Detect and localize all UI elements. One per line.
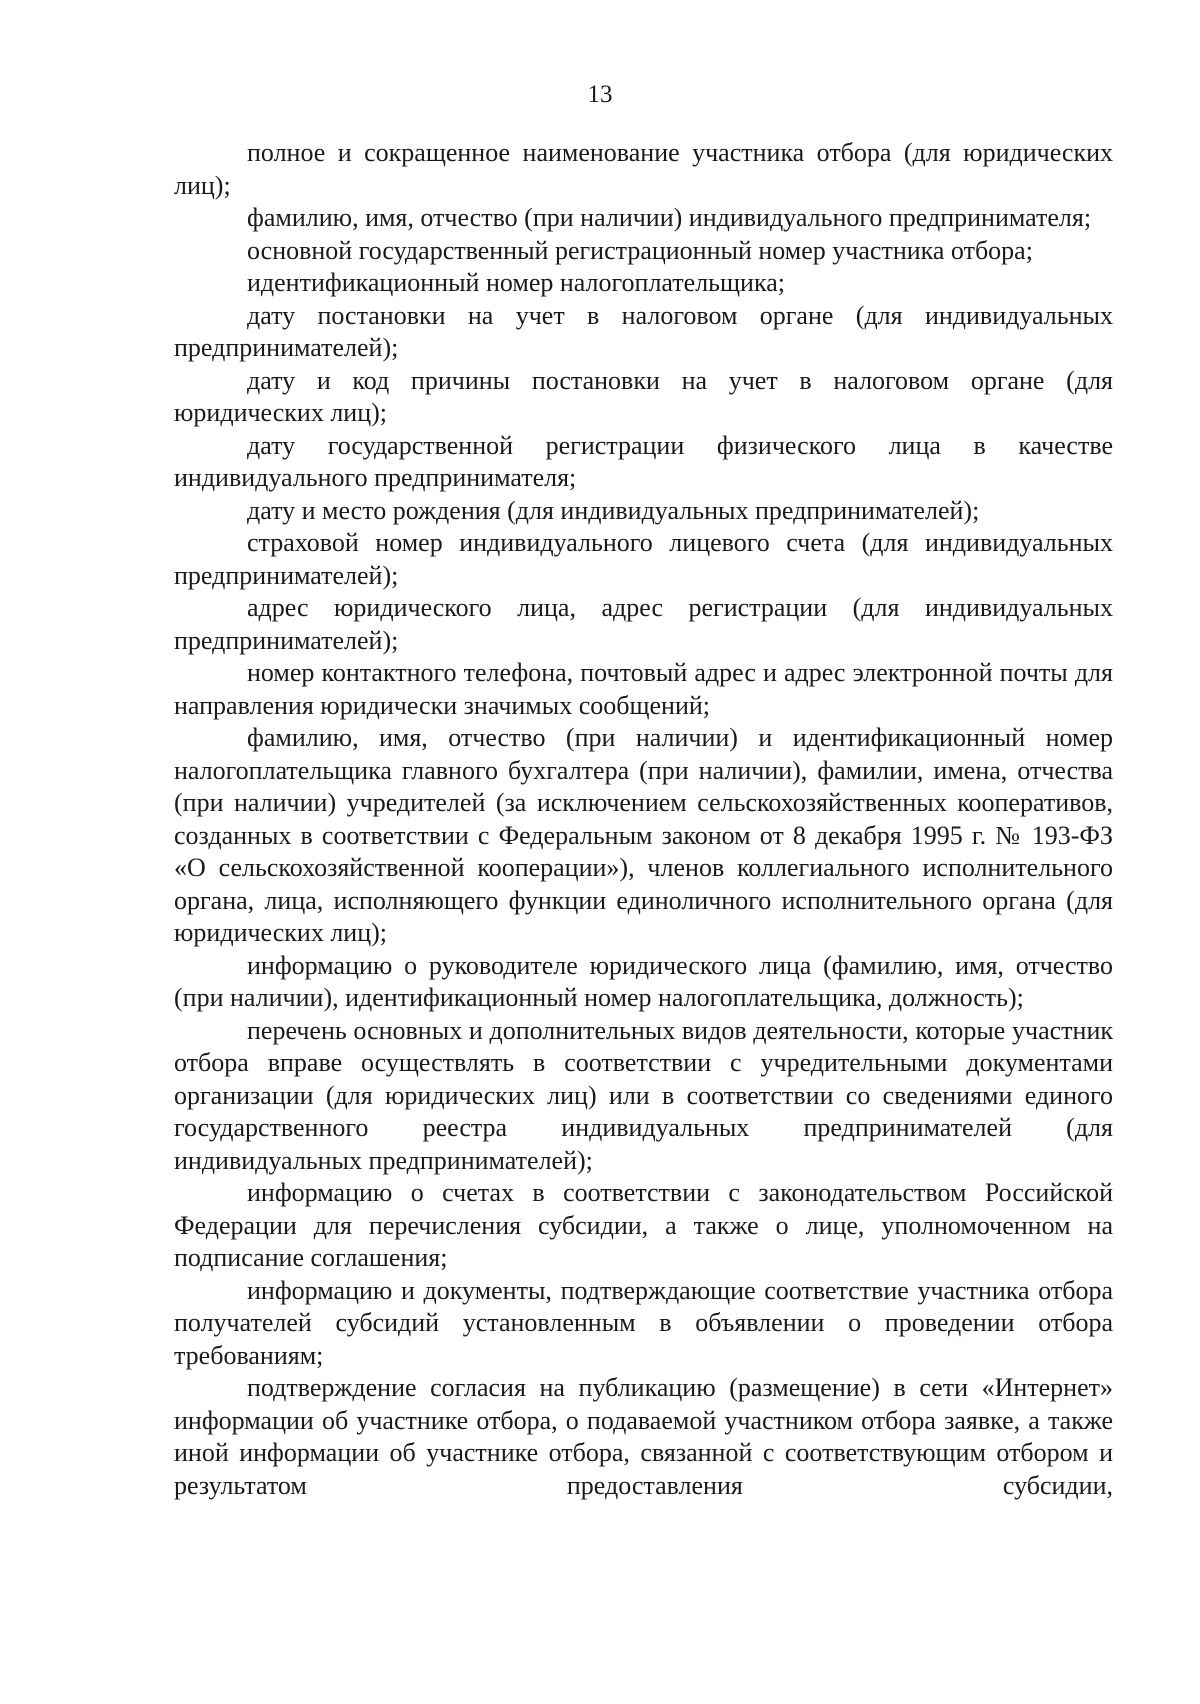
paragraph-legal-address: адрес юридического лица, адрес регистрации (для индивидуальных предпринимателей); (174, 593, 1113, 655)
paragraph-publication-consent: подтверждение согласия на публикацию (размещение) в сети «Интернет» информации об участнике отбора, о подаваемой участником отбора заявке, а также иной информации об участнике отбора, связанной с соответствующим отбором и результатом предоставления субсидии, (174, 1373, 1113, 1500)
paragraph-tax-registration-date-ip: дату постановки на учет в налоговом органе (для индивидуальных предпринимателей); (174, 300, 1113, 362)
paragraph-state-registration-date: дату государственной регистрации физического лица в качестве индивидуального предпринимателя; (174, 430, 1113, 492)
paragraph-contact-info: номер контактного телефона, почтовый адрес и адрес электронной почты для направления юридически значимых сообщений; (174, 658, 1113, 720)
paragraph-head-info: информацию о руководителе юридического лица (фамилию, имя, отчество (при наличии), идентификационный номер налогоплательщика, должность); (174, 950, 1113, 1012)
paragraph-activity-types: перечень основных и дополнительных видов деятельности, которые участник отбора вправе осуществлять в соответствии с учредительными документами организации (для юридических лиц) или в соответствии со сведениями единого государственного реестра индивидуальных предпринимателей (для индивидуальных предпринимателей); (174, 1015, 1113, 1175)
document-body (174, 137, 1113, 1502)
paragraph-registration-number: основной государственный регистрационный номер участника отбора; (247, 235, 1033, 265)
page-number: 13 (587, 81, 613, 108)
paragraph-bank-accounts: информацию о счетах в соответствии с законодательством Российской Федерации для перечисления субсидии, а также о лице, уполномоченном на подписание соглашения; (174, 1178, 1113, 1272)
paragraph-insurance-number: страховой номер индивидуального лицевого счета (для индивидуальных предпринимателей); (174, 528, 1113, 590)
paragraph-name-of-participant: полное и сокращенное наименование участника отбора (для юридических лиц); (174, 138, 1113, 200)
paragraph-taxpayer-id: идентификационный номер налогоплательщика; (247, 268, 785, 297)
paragraph-tax-registration-code: дату и код причины постановки на учет в налоговом органе (для юридических лиц); (174, 365, 1113, 427)
paragraph-compliance-documents: информацию и документы, подтверждающие соответствие участника отбора получателей субсидий установленным в объявлении о проведении отбора требованиям; (174, 1275, 1113, 1370)
paragraph-birth-date-place: дату и место рождения (для индивидуальных предпринимателей); (247, 495, 980, 525)
paragraph-accountant-founders: фамилию, имя, отчество (при наличии) и идентификационный номер налогоплательщика главного бухгалтера (при наличии), фамилии, имена, отчества (при наличии) учредителей (за исключением сельскохозяйственных кооперативов, созданных в соответствии с Федеральным законом от 8 декабря 1995 г. № 193-ФЗ «О сельскохозяйственной кооперации»), членов коллегиального исполнительного органа, лица, исполняющего функции единоличного исполнительного органа (для юридических лиц); (174, 723, 1113, 947)
paragraph-entrepreneur-name: фамилию, имя, отчество (при наличии) индивидуального предпринимателя; (247, 203, 1092, 232)
